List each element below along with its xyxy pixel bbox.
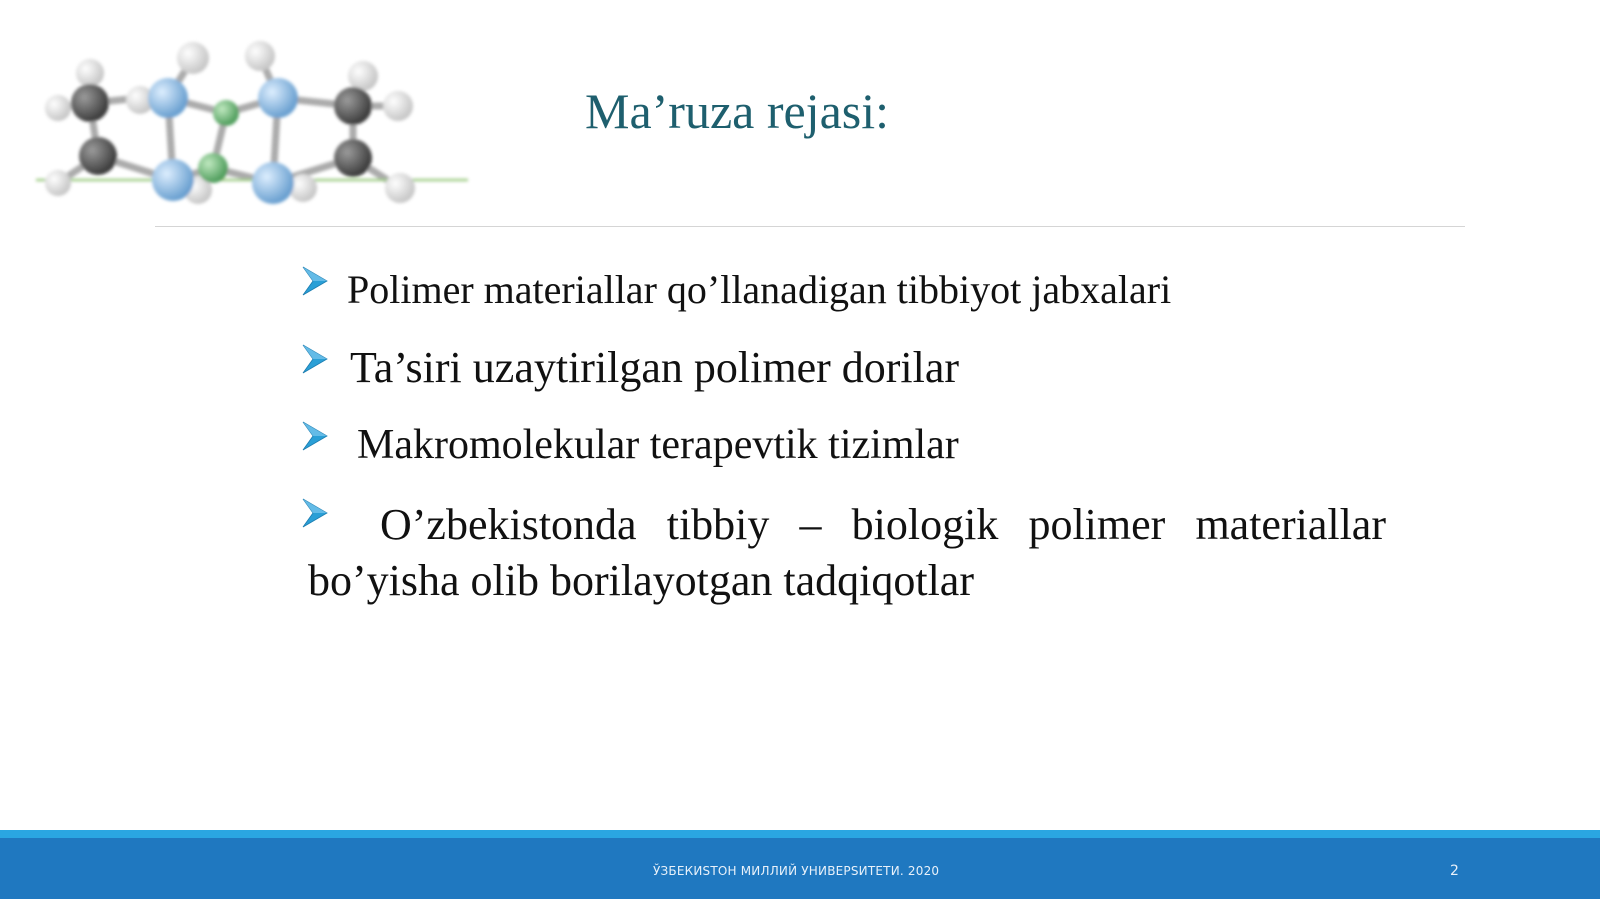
bullet-text: Polimer materiallar qo’llanadigan tibbiyot jabxalari — [347, 267, 1172, 312]
footer-text: ЎЗБЕКИSТОН МИЛЛИЙ УНИВЕРSИТЕТИ. 2020 — [653, 864, 940, 878]
arrow-bullet-icon — [300, 264, 330, 298]
title-divider — [155, 226, 1465, 227]
page-number: 2 — [1450, 863, 1459, 879]
molecule-model-image — [28, 38, 478, 218]
slide-title: Ma’ruza rejasi: — [585, 83, 890, 139]
bullet-text: O’zbekistonda tibbiy – biologik polimer materiallar bo’yisha olib borilayotgan tadqiqotlar — [308, 500, 1386, 605]
footer-bar — [0, 838, 1600, 899]
arrow-bullet-icon — [300, 419, 330, 453]
footer-accent-strip — [0, 830, 1600, 838]
bullet-text: Ta’siri uzaytirilgan polimer dorilar — [350, 343, 960, 392]
bullet-text: Makromolekular terapevtik tizimlar — [357, 422, 959, 468]
arrow-bullet-icon — [300, 342, 330, 376]
